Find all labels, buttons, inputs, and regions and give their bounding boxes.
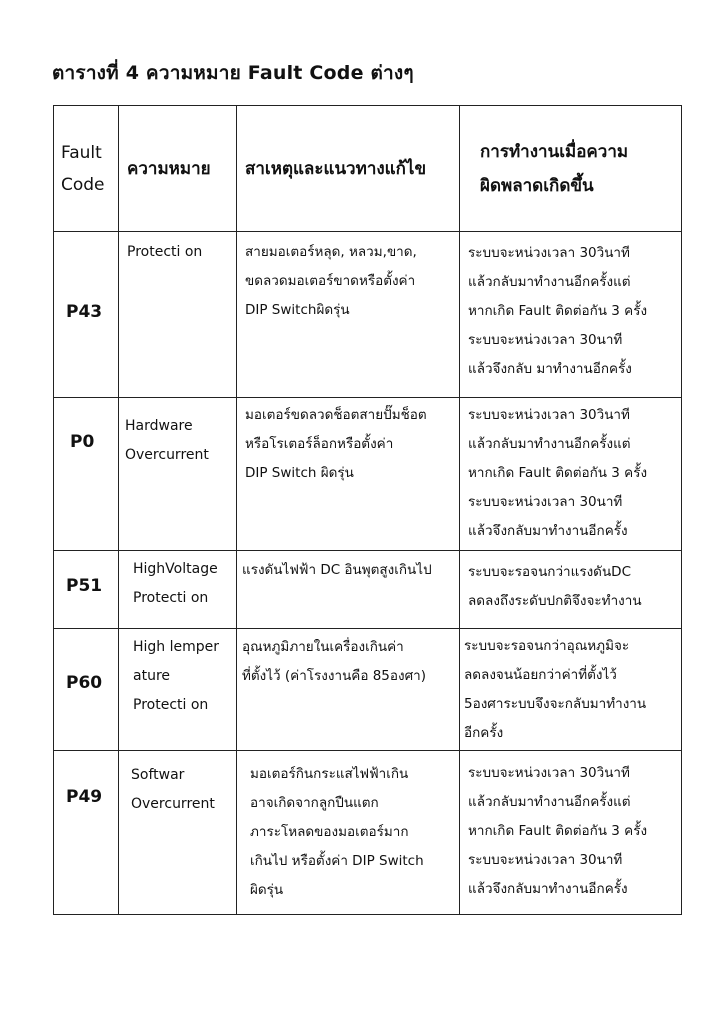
cause-cell [237,398,460,551]
cause-cell [237,232,460,398]
code-cell [54,751,119,915]
table-row [54,232,682,398]
fault-action: ระบบจะหน่วงเวลา 30วินาที แล้วกลับมาทำงานอีกครั้งแต่ หากเกิด Fault ติดต่อกัน 3 ครั้ง ระบบจะหน่วงเวลา 30นาที แล้วจึงกลับ มาทำงานอีกครั้ง [468,245,648,377]
action-cell [460,398,682,551]
fault-meaning: HighVoltage Protecti on [133,561,218,606]
code-cell [54,232,119,398]
meaning-cell [119,232,237,398]
action-cell [460,629,682,751]
fault-cause: มอเตอร์กินกระแสไฟฟ้าเกิน อาจเกิดจากลูกปืนแตก ภาระโหลดของมอเตอร์มาก เกินไป หรือตั้งค่า DIP Switch ผิดรุ่น [250,766,424,898]
fault-code-table [53,105,682,915]
meaning-cell [119,551,237,629]
header-meaning-cell [119,106,237,232]
fault-action: ระบบจะหน่วงเวลา 30วินาที แล้วกลับมาทำงานอีกครั้งแต่ หากเกิด Fault ติดต่อกัน 3 ครั้ง ระบบจะหน่วงเวลา 30นาที แล้วจึงกลับมาทำงานอีกครั้ง [468,765,648,897]
table-row [54,398,682,551]
fault-cause: สายมอเตอร์หลุด, หลวม,ขาด, ขดลวดมอเตอร์ขาดหรือตั้งค่า DIP Switchผิดรุ่น [245,244,417,318]
code-cell [54,398,119,551]
table-row [54,751,682,915]
table-row [54,551,682,629]
fault-cause: มอเตอร์ขดลวดช็อตสายปั๊มช็อต หรือโรเตอร์ล็อกหรือตั้งค่า DIP Switch ผิดรุ่น [245,407,427,481]
header-cause-cell [237,106,460,232]
table-row [54,629,682,751]
code-cell [54,629,119,751]
page-title: ตารางที่ 4 ความหมาย Fault Code ต่างๆ [52,62,414,84]
cause-cell [237,751,460,915]
code-cell [54,551,119,629]
fault-meaning: Hardware Overcurrent [125,418,209,463]
meaning-cell [119,751,237,915]
fault-action: ระบบจะรอจนกว่าแรงดันDC ลดลงถึงระดับปกติจึงจะทำงาน [468,564,642,609]
meaning-cell [119,629,237,751]
fault-code: P0 [70,432,95,452]
action-cell [460,232,682,398]
fault-cause: แรงดันไฟฟ้า DC อินพุตสูงเกินไป [242,562,432,578]
action-cell [460,751,682,915]
action-cell [460,551,682,629]
header-code-cell [54,106,119,232]
fault-action: ระบบจะหน่วงเวลา 30วินาที แล้วกลับมาทำงานอีกครั้งแต่ หากเกิด Fault ติดต่อกัน 3 ครั้ง ระบบจะหน่วงเวลา 30นาที แล้วจึงกลับมาทำงานอีกครั้ง [468,407,648,539]
cause-cell [237,629,460,751]
fault-code: P43 [66,302,103,322]
header-code: Fault Code [61,142,105,195]
fault-meaning: Softwar Overcurrent [131,767,215,812]
fault-code: P60 [66,673,103,693]
header-action: การทำงานเมื่อความ ผิดพลาดเกิดขึ้น [480,141,629,196]
header-cause: สาเหตุและแนวทางแก้ไข [245,158,427,179]
fault-meaning: High lemper ature Protecti on [133,639,220,713]
fault-meaning: Protecti on [127,244,203,260]
table-header-row [54,106,682,232]
fault-code: P49 [66,787,103,807]
cause-cell [237,551,460,629]
fault-code: P51 [66,576,103,596]
fault-cause: อุณหภูมิภายในเครื่องเกินค่า ที่ตั้งไว้ (ค่าโรงงานคือ 85องศา) [242,639,427,684]
header-meaning: ความหมาย [127,158,211,179]
header-action-cell [460,106,682,232]
meaning-cell [119,398,237,551]
fault-action: ระบบจะรอจนกว่าอุณหภูมิจะ ลดลงจนน้อยกว่าค่าที่ตั้งไว้ 5องศาระบบจึงจะกลับมาทำงาน อีกครั้ง [464,638,647,741]
